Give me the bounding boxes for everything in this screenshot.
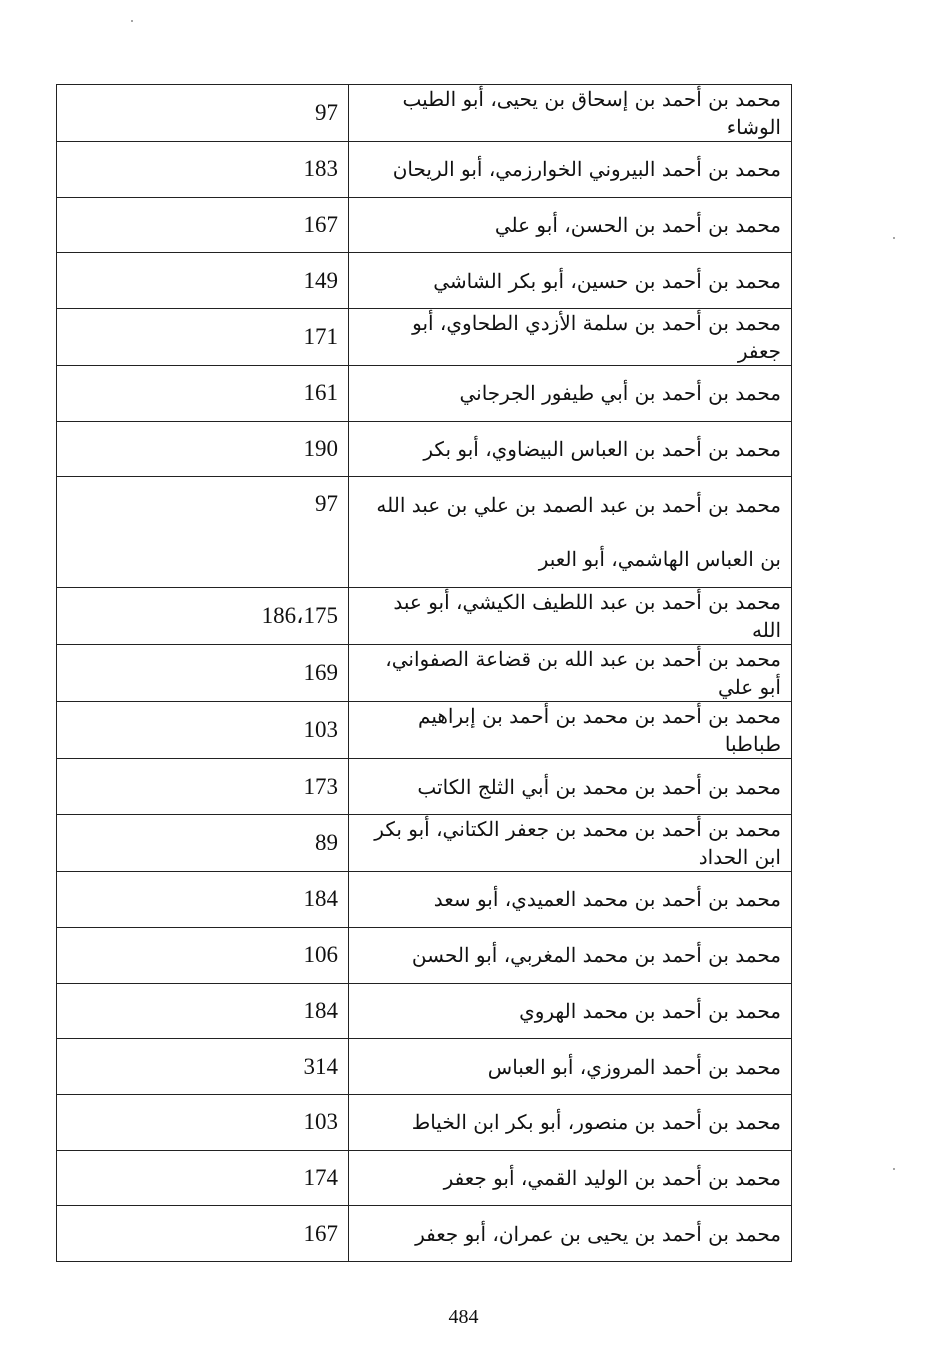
page-refs-cell: 103 xyxy=(57,1094,349,1150)
page-refs-cell: 97 xyxy=(57,85,349,142)
table-row xyxy=(57,759,792,815)
table-row xyxy=(57,1039,792,1095)
name-cell: محمد بن أحمد البيروني الخوارزمي، أبو الريحان xyxy=(349,142,792,198)
page-refs-cell: 97 xyxy=(57,477,349,588)
name-cell: محمد بن أحمد بن محمد بن جعفر الكتاني، أبو بكر ابن الحداد xyxy=(349,815,792,872)
table-row xyxy=(57,366,792,422)
name-cell: محمد بن أحمد بن عبد الصمد بن علي بن عبد الله بن العباس الهاشمي، أبو العبر xyxy=(349,477,792,588)
page-refs-cell: 169 xyxy=(57,645,349,702)
index-table xyxy=(56,84,792,1262)
page-refs-cell: 184 xyxy=(57,983,349,1039)
page-refs-cell: 190 xyxy=(57,421,349,477)
name-cell: محمد بن أحمد بن عبد اللطيف الكيشي، أبو عبد الله xyxy=(349,588,792,645)
name-cell: محمد بن أحمد بن منصور، أبو بكر ابن الخياط xyxy=(349,1094,792,1150)
table-row xyxy=(57,477,792,588)
page-refs-cell: 106 xyxy=(57,927,349,983)
scan-speck xyxy=(893,1168,895,1170)
name-cell: محمد بن أحمد بن محمد العميدي، أبو سعد xyxy=(349,872,792,928)
name-cell: محمد بن أحمد بن يحيى بن عمران، أبو جعفر xyxy=(349,1206,792,1262)
page-refs-cell: 167 xyxy=(57,197,349,253)
table-row xyxy=(57,253,792,309)
table-row xyxy=(57,309,792,366)
name-cell: محمد بن أحمد بن سلمة الأزدي الطحاوي، أبو جعفر xyxy=(349,309,792,366)
table-row xyxy=(57,927,792,983)
name-cell: محمد بن أحمد المروزي، أبو العباس xyxy=(349,1039,792,1095)
name-cell: محمد بن أحمد بن محمد بن أحمد بن إبراهيم طباطبا xyxy=(349,702,792,759)
index-table-body xyxy=(57,85,792,1262)
name-cell: محمد بن أحمد بن إسحاق بن يحيى، أبو الطيب الوشاء xyxy=(349,85,792,142)
table-row xyxy=(57,142,792,198)
page-refs-cell: 184 xyxy=(57,872,349,928)
name-cell: محمد بن أحمد بن العباس البيضاوي، أبو بكر xyxy=(349,421,792,477)
name-cell: محمد بن أحمد بن محمد الهروي xyxy=(349,983,792,1039)
scan-speck xyxy=(131,20,133,22)
name-cell: محمد بن أحمد بن الحسن، أبو علي xyxy=(349,197,792,253)
page-refs-cell: 167 xyxy=(57,1206,349,1262)
table-row xyxy=(57,872,792,928)
page-refs-cell: 89 xyxy=(57,815,349,872)
page-refs-cell: 314 xyxy=(57,1039,349,1095)
name-cell: محمد بن أحمد بن عبد الله بن قضاعة الصفواني، أبو علي xyxy=(349,645,792,702)
page-refs-cell: 161 xyxy=(57,366,349,422)
page-refs-cell: 186،175 xyxy=(57,588,349,645)
table-row xyxy=(57,197,792,253)
table-row xyxy=(57,983,792,1039)
table-row xyxy=(57,815,792,872)
name-cell: محمد بن أحمد بن محمد المغربي، أبو الحسن xyxy=(349,927,792,983)
name-cell: محمد بن أحمد بن الوليد القمي، أبو جعفر xyxy=(349,1150,792,1206)
page-refs-cell: 173 xyxy=(57,759,349,815)
scan-speck xyxy=(893,237,895,239)
page-refs-cell: 149 xyxy=(57,253,349,309)
table-row xyxy=(57,1206,792,1262)
table-row xyxy=(57,1150,792,1206)
table-row xyxy=(57,1094,792,1150)
name-cell: محمد بن أحمد بن حسين، أبو بكر الشاشي xyxy=(349,253,792,309)
page-refs-cell: 103 xyxy=(57,702,349,759)
page-refs-cell: 174 xyxy=(57,1150,349,1206)
table-row xyxy=(57,645,792,702)
table-row xyxy=(57,588,792,645)
table-row xyxy=(57,702,792,759)
table-row xyxy=(57,85,792,142)
page-refs-cell: 183 xyxy=(57,142,349,198)
name-cell: محمد بن أحمد بن أبي طيفور الجرجاني xyxy=(349,366,792,422)
page-refs-cell: 171 xyxy=(57,309,349,366)
table-row xyxy=(57,421,792,477)
name-cell: محمد بن أحمد بن محمد بن أبي الثلج الكاتب xyxy=(349,759,792,815)
page-number: 484 xyxy=(448,1306,479,1328)
